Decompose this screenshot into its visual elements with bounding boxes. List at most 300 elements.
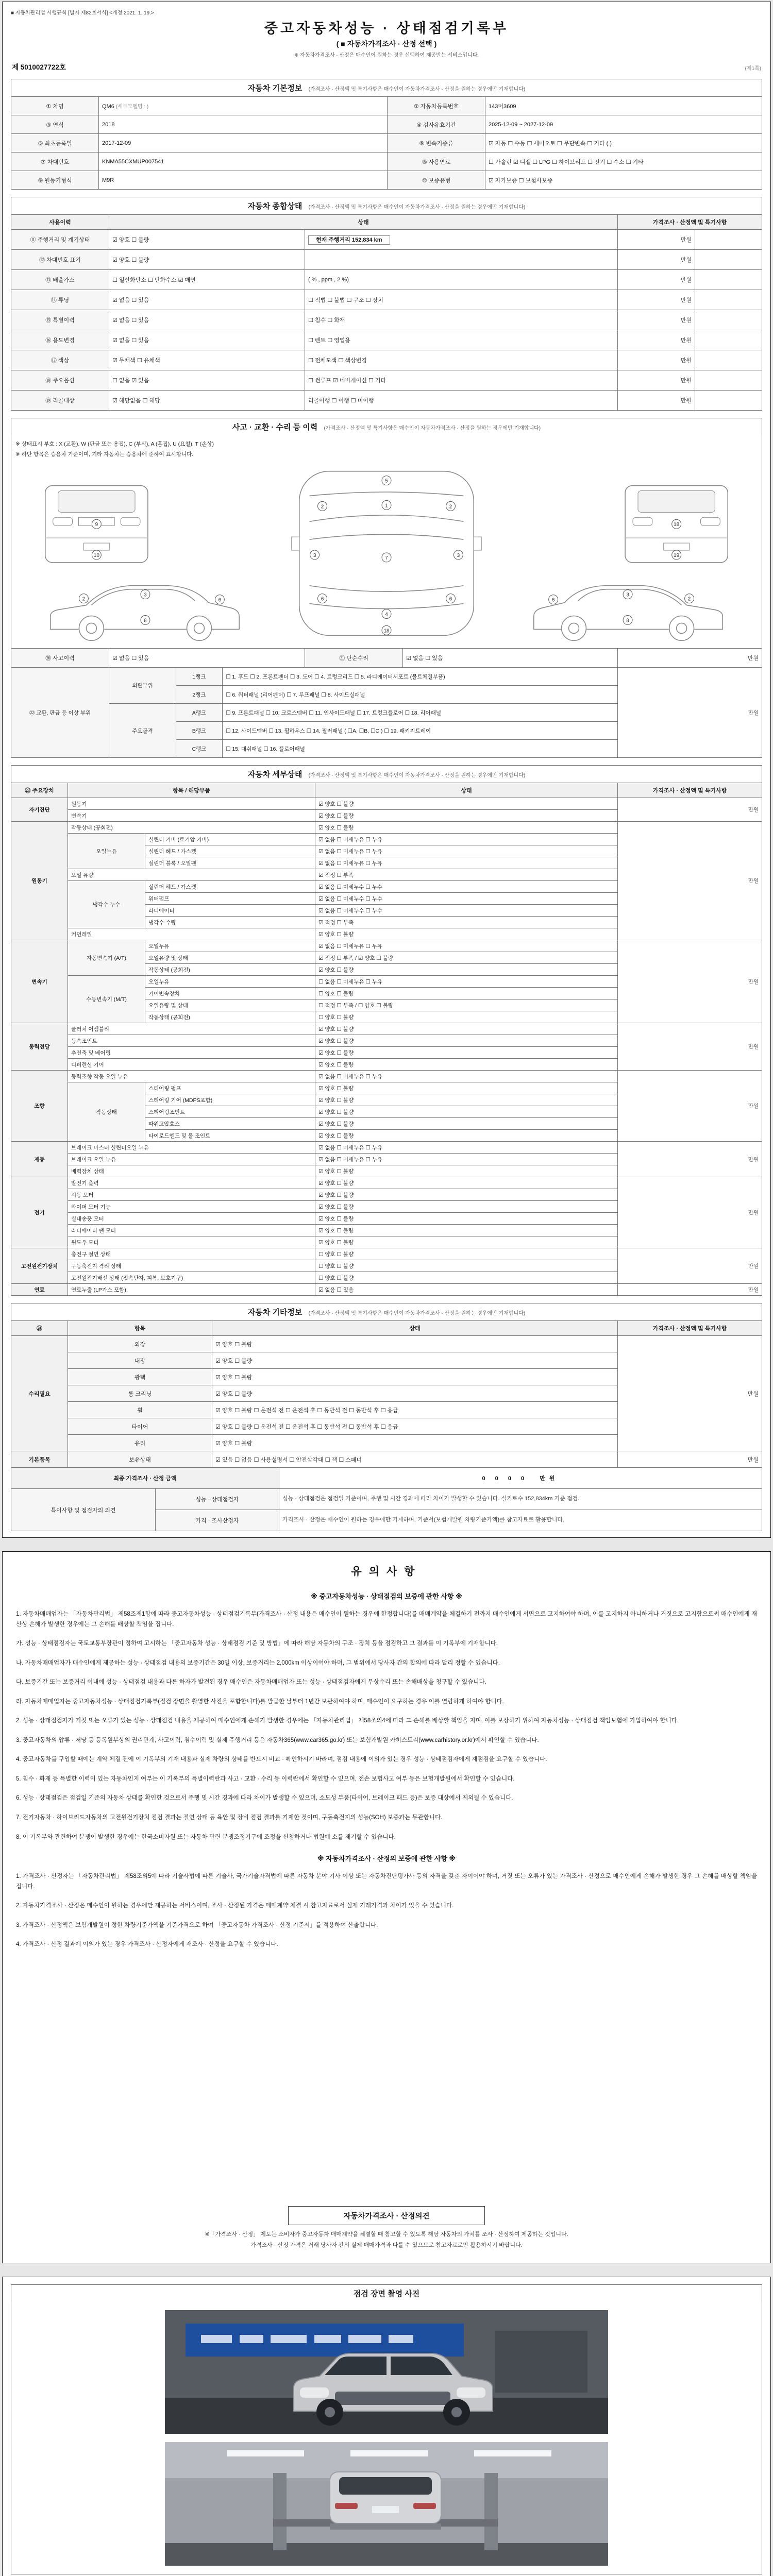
subgroup-label: 자동변속기 (A/T): [68, 940, 145, 976]
price-cell: 만원: [618, 1451, 762, 1468]
price-cell: 만원: [618, 940, 762, 1023]
svg-text:9: 9: [95, 522, 98, 528]
price-cell: 만원: [618, 798, 762, 822]
price-cell: 만원: [618, 649, 762, 668]
inspection-valid-label: ④ 검사유효기간: [388, 115, 485, 134]
state-checkboxes[interactable]: ☑ 없음 ☐ 미세누수 ☐ 누수: [315, 905, 618, 917]
vehicle-name: QM6: [102, 104, 114, 110]
price-cell: 만원: [618, 1177, 762, 1248]
device-group: 제동: [11, 1142, 68, 1177]
price-cell: 만원: [618, 1071, 762, 1142]
col-price: 가격조사 · 산정액 및 특기사항: [618, 215, 762, 230]
photo-area: [11, 2302, 762, 2574]
vehicle-name-value: [99, 97, 388, 115]
checkbox-group[interactable]: ☑ 없음 ☐ 있음: [109, 310, 305, 330]
row-label: ⑲ 리콜대상: [11, 391, 109, 411]
item-cell: 등속조인트: [68, 1035, 315, 1047]
state-checkboxes[interactable]: ☑ 적정 ☐ 부족: [315, 869, 618, 881]
item-cell: 실내송풍 모터: [68, 1213, 315, 1225]
vehicle-diagram-box: [11, 435, 762, 649]
engine-type-label: ⑨ 원동기형식: [11, 171, 99, 190]
section-other-info: [11, 1303, 762, 1320]
notes-paragraph: 다. 보증기간 또는 보증거리 이내에 성능 · 상태점검 내용과 다른 하자가 발견된 경우 매수인은 자동차매매업자 또는 성능 · 상태점검자에게 무상수리 또는 손해배상을 청구할 수 있습니다.: [16, 1679, 486, 1686]
device-group: 동력전달: [11, 1023, 68, 1071]
mileage-value: [305, 230, 618, 250]
remark-cell: [695, 270, 762, 290]
svg-text:8: 8: [626, 618, 629, 624]
section-title: 사고 · 교환 · 수리 등 이력: [232, 423, 318, 432]
col-state: 상태: [212, 1321, 618, 1336]
state-checkboxes[interactable]: ☑ 양호 ☐ 불량: [212, 1435, 618, 1451]
svg-text:3: 3: [626, 592, 629, 598]
outer-panel-label: 외판부위: [109, 668, 176, 704]
item-cell: 기어변속장치: [145, 988, 315, 999]
item-cell: 실린더 헤드 / 가스켓: [145, 845, 315, 857]
checkbox-group[interactable]: ☑ 무채색 ☐ 유채색: [109, 350, 305, 370]
state-checkboxes[interactable]: ☑ 양호 ☐ 불량: [315, 1094, 618, 1106]
state-checkboxes[interactable]: ☑ 양호 ☐ 불량: [315, 1059, 618, 1071]
subgroup-label: 냉각수 누수: [68, 881, 145, 928]
item-cell: 타이어: [68, 1418, 212, 1435]
item-cell: 연료누출 (LP가스 포함): [68, 1284, 315, 1296]
section-note: (가격조사 · 산정액 및 특기사항은 매수인이 자동차가격조사 · 산정을 원하는 경우에만 기재합니다): [308, 773, 526, 778]
state-checkboxes[interactable]: ☑ 없음 ☐ 있음: [315, 1284, 618, 1296]
section-note: (가격조사 · 산정액 및 특기사항은 매수인이 자동차가격조사 · 산정을 원하는 경우에만 기재합니다): [308, 87, 526, 92]
rank1-label: 1랭크: [176, 668, 223, 686]
rankB-checkboxes[interactable]: ☐ 12. 사이드멤버 ☐ 13. 휠하우스 ☐ 14. 필러패널 ( ☐A, ☐B, ☐C ) ☐ 19. 패키지트레이: [223, 722, 618, 740]
state-checkboxes[interactable]: ☑ 없음 ☐ 미세누유 ☐ 누유: [315, 1071, 618, 1082]
checkbox-group[interactable]: ☑ 없음 ☐ 있음: [109, 330, 305, 350]
rankB-label: B랭크: [176, 722, 223, 740]
item-cell: 구동축전지 격리 상태: [68, 1260, 315, 1272]
price-cell: 만원: [618, 668, 762, 758]
appraiser-opinion: 가격조사 · 산정은 매수인이 원하는 경우에만 기재하며, 기준서(보험개발원 차량기준가액)를 참고자료로 활용합니다.: [279, 1510, 762, 1531]
rank1-checkboxes[interactable]: ☐ 1. 후드 ☐ 2. 프론트펜더 ☐ 3. 도어 ☐ 4. 트렁크리드 ☐ 5. 라디에이터서포트 (볼트체결부품): [223, 668, 618, 686]
main-frame-label: 주요골격: [109, 704, 176, 758]
item-cell: 작동상태 (공회전): [68, 822, 315, 834]
item-cell: 고전원전기배선 상태 (접속단자, 피복, 보호기구): [68, 1272, 315, 1284]
subgroup-label: 작동상태: [68, 1082, 145, 1142]
state-checkboxes[interactable]: ☐ 없음 ☐ 미세누유 ☐ 누유: [315, 976, 618, 988]
section-note: (가격조사 · 산정액 및 특기사항은 매수인이 자동차가격조사 · 산정을 원하는 경우에만 기재합니다): [324, 426, 541, 431]
notes-title: 유의사항: [351, 1566, 422, 1578]
notes-paragraph: 라. 자동차매매업자는 중고자동차성능 · 상태점검기록부(점검 장면을 촬영한 사진을 포함합니다)를 발급한 날부터 1년간 보관하여야 하며, 매수인이 요구하는 경우 이를 열람하게 하여야 합니다.: [16, 1698, 504, 1705]
section-detail-state: [11, 765, 762, 783]
state-checkboxes[interactable]: ☑ 양호 ☐ 불량: [315, 1165, 618, 1177]
exchange-label: ㉒ 교환, 판금 등 이상 부위: [11, 668, 109, 758]
item-cell: 추진축 및 베어링: [68, 1047, 315, 1059]
price-cell: 만원: [618, 1248, 762, 1284]
appraiser-role: 가격 · 조사산정자: [156, 1510, 279, 1531]
item-cell: 원동기: [68, 798, 315, 810]
price-opinion-text: 가격조사 · 산정 가격은 거래 당사자 간의 실제 매매가격과 다를 수 있으므로 참고자료로만 활용하시기 바랍니다.: [250, 2242, 523, 2249]
item-cell: 충전구 절연 상태: [68, 1248, 315, 1260]
state-checkboxes[interactable]: ☑ 적정 ☐ 부족 / ☑ 양호 ☐ 불량: [315, 952, 618, 964]
document-subnote: ※ 자동차가격조사 · 산정은 매수인이 원하는 경우 선택하여 제공받는 서비스입니다.: [294, 53, 479, 58]
amount-unit: 만원: [540, 1476, 559, 1482]
svg-text:10: 10: [93, 552, 99, 558]
remark-cell: [695, 250, 762, 270]
remark-cell: [695, 290, 762, 310]
price-cell: 만원: [618, 1336, 762, 1451]
price-cell: 만원: [618, 230, 695, 250]
sheet-main-form: [2, 2, 771, 1538]
basic-info-table: [11, 96, 762, 190]
item-cell: 실린더 커버 (로커암 커버): [145, 834, 315, 845]
state-checkboxes[interactable]: ☑ 양호 ☐ 불량: [315, 1213, 618, 1225]
item-cell: 내장: [68, 1352, 212, 1369]
price-cell: 만원: [618, 250, 695, 270]
svg-text:18: 18: [674, 522, 680, 528]
item-cell: 발전기 출력: [68, 1177, 315, 1189]
final-price-label: 최종 가격조사 · 산정 금액: [11, 1468, 279, 1489]
remark-cell: [695, 350, 762, 370]
state-checkboxes[interactable]: ☑ 없음 ☐ 미세누유 ☐ 누유: [315, 834, 618, 845]
accident-history-label: ⑳ 사고이력: [11, 649, 109, 668]
svg-text:2: 2: [321, 504, 324, 510]
repair-needed-group: 수리필요: [11, 1336, 68, 1451]
simple-repair-checkboxes[interactable]: ☑ 없음 ☐ 있음: [403, 649, 618, 668]
section-photos: [11, 2284, 762, 2302]
notes-heading-performance: ※ 중고자동차성능 · 상태점검의 보증에 관한 사항 ※: [311, 1592, 462, 1600]
notes-paragraph: 나. 자동차매매업자가 매수인에게 제공하는 성능 · 상태점검 내용의 보증기간은 30일 이상, 보증거리는 2,000km 이상이어야 하며, 그 범위에서 당사자 간의 합의에 따라 달리 정할 수 있습니다.: [16, 1659, 500, 1666]
state-checkboxes[interactable]: ☐ 적정 ☐ 부족 / ☐ 양호 ☐ 불량: [315, 999, 618, 1011]
rankA-label: A랭크: [176, 704, 223, 722]
state-checkboxes[interactable]: ☑ 양호 ☐ 불량: [212, 1352, 618, 1369]
checkbox-group[interactable]: ☐ 침수 ☐ 화재: [305, 310, 618, 330]
price-cell: 만원: [618, 1142, 762, 1177]
checkbox-group[interactable]: ☑ 해당없음 ☐ 해당: [109, 391, 305, 411]
vehicle-name-label: ① 차명: [11, 97, 99, 115]
state-checkboxes[interactable]: ☑ 양호 ☐ 불량: [315, 1130, 618, 1142]
item-cell: 보유상태: [68, 1451, 212, 1468]
reg-no-label: ② 자동차등록번호: [388, 97, 485, 115]
svg-text:8: 8: [144, 618, 147, 624]
price-cell: 만원: [618, 1023, 762, 1071]
notes-paragraph: 5. 침수 · 화재 등 특별한 이력이 있는 자동차인지 여부는 이 기록부의 특별이력란과 사고 · 교환 · 수리 등 이력란에서 확인할 수 있으며, 전손 보험사고 여부 등은 보험개발원에서 확인할 수 있습니다.: [16, 1775, 515, 1782]
price-cell: 만원: [618, 391, 695, 411]
rank2-label: 2랭크: [176, 686, 223, 704]
svg-text:3: 3: [144, 592, 147, 598]
other-info-table: [11, 1320, 762, 1468]
exchange-area-table: [11, 667, 762, 758]
row-label: ⑯ 용도변경: [11, 330, 109, 350]
state-checkboxes[interactable]: ☐ 양호 ☐ 불량: [315, 988, 618, 999]
state-checkboxes[interactable]: ☑ 양호 ☐ 불량: [315, 1035, 618, 1047]
price-opinion-box-title: 자동차가격조사 · 산정의견: [288, 2206, 485, 2225]
notes-paragraph: 2. 성능 · 상태점검자가 거짓 또는 오류가 있는 성능 · 상태점검 내용을 제공하여 매수인에게 손해가 발생한 경우에는 「자동차관리법」 제58조의4에 따라 그 손해를 배상할 책임을 지며, 이를 보장하기 위하여 자동차성능 · 상태점검 책임보험에 가입하여야 합니다.: [16, 1718, 679, 1724]
price-cell: 만원: [618, 310, 695, 330]
checkbox-group[interactable]: ☑ 없음 ☐ 있음: [109, 290, 305, 310]
checkbox-group[interactable]: ☐ 렌트 ☐ 영업용: [305, 330, 618, 350]
page-gap: [0, 1538, 773, 1551]
state-checkboxes[interactable]: ☑ 없음 ☐ 미세누유 ☐ 누유: [315, 1142, 618, 1154]
checkbox-group[interactable]: ☐ 일산화탄소 ☐ 탄화수소 ☑ 매연: [109, 270, 305, 290]
simple-repair-label: ㉑ 단순수리: [305, 649, 403, 668]
state-checkboxes[interactable]: ☐ 양호 ☐ 불량: [315, 1011, 618, 1023]
item-cell: 파워고압호스: [145, 1118, 315, 1130]
rankC-label: C랭크: [176, 740, 223, 758]
item-cell: 오일누유: [145, 976, 315, 988]
vin-label: ⑦ 차대번호: [11, 152, 99, 171]
notes-paragraph: 가. 성능 · 상태점검자는 국토교통부장관이 정하여 고시하는 「중고자동차 성능 · 상태점검 기준 및 방법」에 따라 해당 자동차의 구조 · 장치 등을 점검하고 그 결과를 이 기록부에 기재합니다.: [16, 1640, 498, 1647]
state-checkboxes[interactable]: ☑ 양호 ☐ 불량: [315, 1177, 618, 1189]
state-checkboxes[interactable]: ☑ 양호 ☐ 불량: [315, 798, 618, 810]
state-checkboxes[interactable]: ☐ 양호 ☐ 불량: [315, 1260, 618, 1272]
col-state: 상태: [109, 215, 618, 230]
transmission-checkboxes[interactable]: ☑ 자동 ☐ 수동 ☐ 세미오토 ☐ 무단변속 ☐ 기타 ( ): [485, 134, 762, 152]
item-cell: 광택: [68, 1369, 212, 1385]
row-label: ⑪ 주행거리 및 계기상태: [11, 230, 109, 250]
state-checkboxes[interactable]: ☑ 없음 ☐ 미세누유 ☐ 누유: [315, 845, 618, 857]
col-device: ㉓ 주요장치: [11, 783, 68, 798]
svg-text:6: 6: [321, 596, 324, 602]
state-checkboxes[interactable]: ☑ 양호 ☐ 불량: [315, 1236, 618, 1248]
price-cell: 만원: [618, 350, 695, 370]
final-price-table: [11, 1467, 762, 1531]
notes-paragraph: 8. 이 기록부와 관련하여 분쟁이 발생한 경우에는 한국소비자원 또는 자동차 관련 분쟁조정기구에 조정을 신청하거나 법원에 소를 제기할 수 있습니다.: [16, 1834, 396, 1840]
mileage-state-checkboxes[interactable]: ☑ 양호 ☐ 불량: [109, 230, 305, 250]
price-opinion-area: [11, 2198, 762, 2257]
section-basic-info: [11, 79, 762, 96]
form-reference: ■ 자동차관리법 시행규칙 [별지 제82호서식] <개정 2021. 1. 19.>: [11, 10, 154, 16]
diagram-note: ※ 하단 항목은 승용차 기준이며, 기타 자동차는 승용차에 준하여 표시합니다.: [15, 451, 194, 457]
page-marker: (제1쪽): [745, 66, 761, 72]
item-cell: 라디에이터 팬 모터: [68, 1225, 315, 1236]
section-title: 자동차 종합상태: [247, 202, 303, 211]
state-checkboxes[interactable]: ☑ 적정 ☐ 부족: [315, 917, 618, 928]
col-no: ㉔: [11, 1321, 68, 1336]
item-cell: 클러치 어셈블리: [68, 1023, 315, 1035]
item-cell: 시동 모터: [68, 1189, 315, 1201]
remark-cell: [695, 370, 762, 391]
item-cell: 작동상태 (공회전): [145, 964, 315, 976]
item-cell: 라디에이터: [145, 905, 315, 917]
current-mileage: 현재 주행거리 152,834 km: [308, 235, 390, 245]
notes-paragraph: 2. 자동차가격조사 · 산정은 매수인이 원하는 경우에만 제공하는 서비스이며, 조사 · 산정된 가격은 매매계약 체결 시 참고자료로서 실제 거래가격과 차이가 있을 수 있습니다.: [16, 1903, 454, 1909]
col-item: 항목 / 해당부품: [68, 783, 315, 798]
svg-text:19: 19: [674, 552, 680, 558]
subgroup-label: 오일누유: [68, 834, 145, 869]
state-checkboxes[interactable]: ☑ 양호 ☐ 불량: [315, 1082, 618, 1094]
device-group: 자기진단: [11, 798, 68, 822]
item-cell: 오일누유: [145, 940, 315, 952]
section-note: (가격조사 · 산정액 및 특기사항은 매수인이 자동차가격조사 · 산정을 원하는 경우에만 기재합니다): [308, 1311, 526, 1316]
checkbox-group[interactable]: ☐ 적법 ☐ 불법 ☐ 구조 ☐ 장치: [305, 290, 618, 310]
row-label: ⑫ 차대번호 표기: [11, 250, 109, 270]
state-checkboxes[interactable]: ☑ 양호 ☐ 불량: [212, 1336, 618, 1352]
col-price: 가격조사 · 산정액 및 특기사항: [618, 1321, 762, 1336]
section-title: 자동차 세부상태: [247, 770, 303, 779]
model-year-label: ③ 연식: [11, 115, 99, 134]
state-checkboxes[interactable]: ☑ 있음 ☐ 없음 ☐ 사용설명서 ☐ 안전삼각대 ☐ 잭 ☐ 스패너: [212, 1451, 618, 1468]
state-checkboxes[interactable]: ☑ 양호 ☐ 불량: [315, 1201, 618, 1213]
device-group: 고전원전기장치: [11, 1248, 68, 1284]
item-cell: 외장: [68, 1336, 212, 1352]
notes-paragraph: 3. 가격조사 · 산정액은 보험개발원이 정한 차량기준가액을 기준가격으로 하여 「중고자동차 가격조사 · 산정 기준서」를 적용하여 산출합니다.: [16, 1922, 378, 1928]
state-checkboxes[interactable]: ☑ 양호 ☐ 불량: [315, 964, 618, 976]
svg-text:7: 7: [385, 555, 388, 561]
inspection-photo-lift: [165, 2442, 608, 2566]
section-comprehensive: [11, 197, 762, 214]
fuel-checkboxes[interactable]: ☐ 가솔린 ☑ 디젤 ☐ LPG ☐ 하이브리드 ☐ 전기 ☐ 수소 ☐ 기타: [485, 152, 762, 171]
accident-summary-table: [11, 648, 762, 668]
remark-cell: [695, 230, 762, 250]
warranty-type-checkboxes[interactable]: ☑ 자가보증 ☐ 보험사보증: [485, 171, 762, 190]
inspection-photo-front: [165, 2310, 608, 2434]
item-cell: 작동상태 (공회전): [145, 1011, 315, 1023]
state-checkboxes[interactable]: ☑ 없음 ☐ 미세누유 ☐ 누유: [315, 857, 618, 869]
state-checkboxes[interactable]: ☑ 없음 ☐ 미세누수 ☐ 누수: [315, 881, 618, 893]
reg-no-value: 143머3609: [485, 97, 762, 115]
first-reg-value: 2017-12-09: [99, 134, 388, 152]
item-cell: 동력조향 작동 오일 누유: [68, 1071, 315, 1082]
svg-text:6: 6: [449, 596, 452, 602]
item-cell: 커먼레일: [68, 928, 315, 940]
state-checkboxes[interactable]: ☑ 양호 ☐ 불량: [315, 1047, 618, 1059]
item-cell: 스티어링 기어 (MDPS포함): [145, 1094, 315, 1106]
state-checkboxes[interactable]: ☑ 없음 ☐ 미세누수 ☐ 누수: [315, 893, 618, 905]
item-cell: 냉각수 수량: [145, 917, 315, 928]
state-checkboxes[interactable]: ☑ 양호 ☐ 불량: [212, 1385, 618, 1402]
subgroup-label: 수동변속기 (M/T): [68, 976, 145, 1023]
state-checkboxes[interactable]: ☐ 양호 ☐ 불량: [315, 1272, 618, 1284]
row-label: ⑱ 주요옵션: [11, 370, 109, 391]
device-group: 변속기: [11, 940, 68, 1023]
device-group: 원동기: [11, 822, 68, 940]
col-item: 항목: [68, 1321, 212, 1336]
page-gap: [0, 2263, 773, 2277]
svg-text:6: 6: [218, 597, 222, 603]
state-checkboxes[interactable]: ☑ 없음 ☐ 미세누유 ☐ 누유: [315, 1154, 618, 1165]
notes-paragraph: 3. 중고자동차의 압류 · 저당 등 등록원부상의 권리관계, 사고이력, 침수이력 및 실제 주행거리 등은 자동차365(www.car365.go.kr) 또는 보험개발원 카히스토리(www.carhistory.or.kr)에서 확인할 수 있습니다.: [16, 1737, 539, 1743]
section-title: 점검 장면 촬영 사진: [353, 2290, 420, 2298]
state-checkboxes[interactable]: ☑ 양호 ☐ 불량: [315, 810, 618, 822]
item-cell: 실린더 블록 / 오일팬: [145, 857, 315, 869]
row-label: ⑰ 색상: [11, 350, 109, 370]
price-cell: 만원: [618, 1284, 762, 1296]
state-checkboxes[interactable]: ☑ 양호 ☐ 불량: [212, 1369, 618, 1385]
inspector-role: 성능 · 상태점검자: [156, 1489, 279, 1510]
row-label: ⑮ 특별이력: [11, 310, 109, 330]
svg-text:1: 1: [385, 503, 388, 509]
state-checkboxes[interactable]: ☑ 양호 ☐ 불량: [315, 1189, 618, 1201]
checkbox-group[interactable]: 리콜이행 ☐ 이행 ☐ 미이행: [305, 391, 618, 411]
emission-values: ( % , ppm , 2 %): [305, 270, 618, 290]
section-title: 자동차 기타정보: [247, 1308, 303, 1317]
item-cell: 오일 유량: [68, 869, 315, 881]
state-checkboxes[interactable]: ☑ 양호 ☐ 불량 ☐ 운전석 전 ☐ 운전석 후 ☐ 동반석 전 ☐ 동반석 후 ☐ 응급: [212, 1418, 618, 1435]
col-price: 가격조사 · 산정액 및 특기사항: [618, 783, 762, 798]
item-cell: 디퍼렌셜 기어: [68, 1059, 315, 1071]
remark-cell: [695, 330, 762, 350]
accident-history-checkboxes[interactable]: ☑ 없음 ☐ 있음: [109, 649, 305, 668]
item-cell: 워터펌프: [145, 893, 315, 905]
item-cell: 실린더 헤드 / 가스켓: [145, 881, 315, 893]
price-cell: 만원: [618, 290, 695, 310]
state-checkboxes[interactable]: ☑ 양호 ☐ 불량: [315, 1106, 618, 1118]
basic-items-group: 기본품목: [11, 1451, 68, 1468]
final-price-value: [279, 1468, 762, 1489]
price-cell: 만원: [618, 822, 762, 940]
sheet-photos-signature: [2, 2277, 771, 2576]
remark-cell: [695, 391, 762, 411]
extra-cell: [305, 250, 618, 270]
state-checkboxes[interactable]: ☑ 양호 ☐ 불량: [315, 1023, 618, 1035]
rank2-checkboxes[interactable]: ☐ 6. 쿼터패널 (리어펜더) ☐ 7. 루프패널 ☐ 8. 사이드실패널: [223, 686, 618, 704]
svg-text:5: 5: [385, 478, 388, 484]
state-checkboxes[interactable]: ☑ 없음 ☐ 미세누유 ☐ 누유: [315, 940, 618, 952]
svg-text:6: 6: [551, 597, 555, 603]
price-cell: 만원: [618, 270, 695, 290]
device-group: 연료: [11, 1284, 68, 1296]
col-use-history: 사용이력: [11, 215, 109, 230]
notes-paragraph: 6. 성능 · 상태점검은 점검일 기준의 자동차 상태를 확인한 것으로서 주행 및 시간 경과에 따라 차이가 발생할 수 있으며, 소모성 부품(타이어, 브레이크 패드 등)은 보증 대상에서 제외될 수 있습니다.: [16, 1795, 513, 1802]
item-cell: 휠: [68, 1402, 212, 1418]
state-checkboxes[interactable]: ☑ 양호 ☐ 불량 ☐ 운전석 전 ☐ 운전석 후 ☐ 동반석 전 ☐ 동반석 후 ☐ 응급: [212, 1402, 618, 1418]
state-checkboxes[interactable]: ☐ 양호 ☐ 불량: [315, 1248, 618, 1260]
detail-state-table: [11, 783, 762, 1296]
vehicle-diagram: [14, 460, 759, 646]
engine-type-value: M9R: [99, 171, 388, 190]
item-cell: 룸 크리닝: [68, 1385, 212, 1402]
comprehensive-table: [11, 214, 762, 411]
vehicle-submodel: (세부모델명 : ): [115, 104, 149, 110]
notes-paragraph: 4. 가격조사 · 산정 결과에 이의가 있는 경우 가격조사 · 산정자에게 재조사 · 산정을 요구할 수 있습니다.: [16, 1941, 278, 1948]
state-checkboxes[interactable]: ☑ 양호 ☐ 불량: [315, 1225, 618, 1236]
item-cell: 스티어링 펌프: [145, 1082, 315, 1094]
vin-value: KNMA55CXMUP007541: [99, 152, 388, 171]
checkbox-group[interactable]: ☑ 양호 ☐ 불량: [109, 250, 305, 270]
remark-cell: [695, 310, 762, 330]
item-cell: 오일유량 및 상태: [145, 952, 315, 964]
amount-digits: 0 0 0 0: [482, 1476, 529, 1482]
document-subtitle: ( ■ 자동차가격조사 · 산정 선택 ): [336, 40, 437, 48]
svg-text:18: 18: [383, 628, 390, 634]
state-checkboxes[interactable]: ☑ 양호 ☐ 불량: [315, 1118, 618, 1130]
state-checkboxes[interactable]: ☑ 양호 ☐ 불량: [315, 822, 618, 834]
svg-text:2: 2: [449, 504, 452, 510]
transmission-label: ⑥ 변속기종류: [388, 134, 485, 152]
item-cell: 오일유량 및 상태: [145, 999, 315, 1011]
checkbox-group[interactable]: ☐ 전체도색 ☐ 색상변경: [305, 350, 618, 370]
model-year-value: 2018: [99, 115, 388, 134]
checkbox-group[interactable]: ☐ 썬루프 ☑ 네비게이션 ☐ 기타: [305, 370, 618, 391]
checkbox-group[interactable]: ☐ 없음 ☑ 있음: [109, 370, 305, 391]
sheet-notes: [2, 1551, 771, 2263]
device-group: 전기: [11, 1177, 68, 1248]
document-number-row: [12, 61, 761, 72]
rankA-checkboxes[interactable]: ☐ 9. 프론트패널 ☐ 10. 크로스멤버 ☐ 11. 인사이드패널 ☐ 17. 트렁크플로어 ☐ 18. 리어패널: [223, 704, 618, 722]
item-cell: 와이퍼 모터 기능: [68, 1201, 315, 1213]
notes-paragraph: 4. 중고자동차를 구입할 때에는 계약 체결 전에 이 기록부의 기재 내용과 실제 차량의 상태를 반드시 비교 · 확인하시기 바라며, 점검 내용에 이의가 있는 경우 성능 · 상태점검자에게 재점검을 요구할 수 있습니다.: [16, 1756, 547, 1763]
rankC-checkboxes[interactable]: ☐ 15. 대쉬패널 ☐ 16. 플로어패널: [223, 740, 618, 758]
item-cell: 변속기: [68, 810, 315, 822]
document-title: 중고자동차성능 · 상태점검기록부: [264, 21, 509, 36]
section-title: 자동차 기본정보: [247, 84, 303, 93]
document-number: 제 5010027722호: [12, 63, 66, 71]
state-checkboxes[interactable]: ☑ 양호 ☐ 불량: [315, 928, 618, 940]
svg-text:2: 2: [687, 596, 691, 602]
price-cell: 만원: [618, 330, 695, 350]
row-label: ⑭ 튜닝: [11, 290, 109, 310]
col-state: 상태: [315, 783, 618, 798]
item-cell: 스티어링조인트: [145, 1106, 315, 1118]
item-cell: 브레이크 오일 누유: [68, 1154, 315, 1165]
state-code-legend: ※ 상태표시 부호 : X (교환), W (판금 또는 용접), C (부식), A (흠집), U (요철), T (손상): [15, 441, 214, 447]
item-cell: 브레이크 마스터 실린더오일 누유: [68, 1142, 315, 1154]
svg-text:4: 4: [385, 612, 388, 618]
